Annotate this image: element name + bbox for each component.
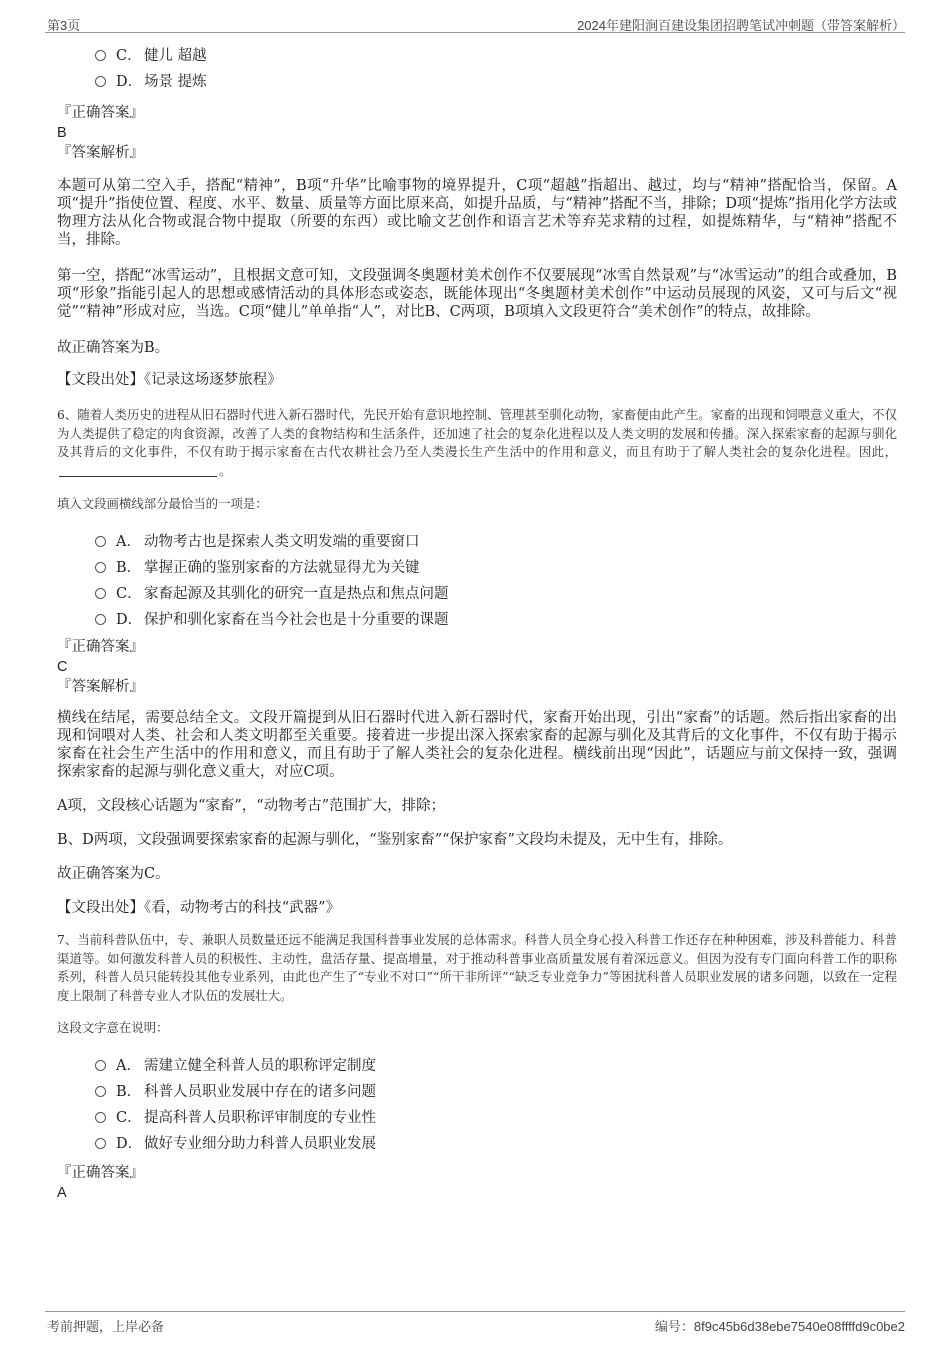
radio-icon[interactable] [95, 1112, 106, 1123]
analysis-conclusion: 故正确答案为B。 [57, 340, 170, 356]
radio-icon[interactable] [95, 614, 106, 625]
radio-icon[interactable] [95, 588, 106, 599]
correct-answer: B [57, 125, 67, 141]
correct-answer-label: 『正确答案』 [57, 1165, 144, 1181]
radio-icon[interactable] [95, 1086, 106, 1097]
option-a[interactable]: A． 动物考古也是探索人类文明发端的重要窗口 [95, 529, 897, 555]
fill-blank [59, 463, 217, 477]
source-citation: 【文段出处】《记录这场逐梦旅程》 [57, 372, 282, 388]
question-6-options [95, 529, 897, 633]
correct-answer-label: 『正确答案』 [57, 639, 144, 655]
correct-answer-label: 『正确答案』 [57, 105, 144, 121]
option-d[interactable]: D． 做好专业细分助力科普人员职业发展 [95, 1131, 897, 1157]
option-c[interactable]: C． 健儿 超越 [95, 43, 897, 69]
question-7-text: 7、当前科普队伍中，专、兼职人员数量还远不能满足我国科普事业发展的总体需求。科普人员全身心投入科普工作还存在种种困难，涉及科普能力、科普渠道等。如何激发科普人员的积极性、主动性，盘活存量、提高增量，对于推动科普事业高质量发展有着深远意义。但因为没有专门面向科普工作的职称系列，科普人员只能转投其他专业系列，由此也产生了“专业不对口”“所干非所评”“缺乏专业竞争力”等困扰科普人员职业发展的诸多问题，以致在一定程度上限制了科普专业人才队伍的发展壮大。 [57, 932, 897, 1003]
analysis-paragraph: B、D两项，文段强调要探索家畜的起源与驯化，“鉴别家畜”“保护家畜”文段均未提及，无中生有，排除。 [57, 832, 733, 848]
analysis-paragraph: A项，文段核心话题为“家畜”，“动物考古”范围扩大，排除； [57, 798, 446, 814]
question-7-options [95, 1053, 897, 1157]
option-d[interactable]: D． 保护和驯化家畜在当今社会也是十分重要的课题 [95, 607, 897, 633]
prev-options [95, 43, 897, 95]
question-6-text: 6、随着人类历史的进程从旧石器时代进入新石器时代，先民开始有意识地控制、管理甚至驯化动物，家畜便由此产生。家畜的出现和饲喂意义重大，不仅为人类提供了稳定的肉食资源，改善了人类的食物结构和生活条件，还加速了社会的复杂化进程以及人类文明的发展和传播。深入探索家畜的起源与驯化及其背后的文化事件，不仅有助于揭示家畜在古代农耕社会乃至人类漫长生产生活中的作用和意义，而且有助于了解人类社会的复杂化进程。因此，。 [57, 407, 897, 478]
option-b[interactable]: B． 掌握正确的鉴别家畜的方法就显得尤为关键 [95, 555, 897, 581]
option-c[interactable]: C． 提高科普人员职称评审制度的专业性 [95, 1105, 897, 1131]
question-7-prompt: 这段文字意在说明： [57, 1020, 169, 1035]
correct-answer: C [57, 659, 68, 675]
radio-icon[interactable] [95, 562, 106, 573]
source-citation: 【文段出处】《看，动物考古的科技“武器”》 [57, 900, 341, 916]
document-id: 编号：8f9c45b6d38ebe7540e08ffffd9c0be2 [654, 1319, 905, 1334]
radio-icon[interactable] [95, 50, 106, 61]
analysis-conclusion: 故正确答案为C。 [57, 866, 170, 882]
page-number: 第3页 [47, 18, 81, 33]
page-footer [45, 1311, 905, 1336]
document-body [57, 40, 897, 1203]
analysis-paragraph: 横线在结尾，需要总结全文。文段开篇提到从旧石器时代进入新石器时代，家畜开始出现，引出“家畜”的话题。然后指出家畜的出现和饲喂对人类、社会和人类文明都至关重要。接着进一步提出深入探索家畜的起源与驯化及其背后的文化事件，不仅有助于揭示家畜在社会生产生活中的作用和意义，而且有助于了解人类社会的复杂化进程。横线前出现“因此”，话题应与前文保持一致，强调探索家畜的起源与驯化意义重大，对应C项。 [57, 710, 897, 780]
radio-icon[interactable] [95, 1060, 106, 1071]
option-c[interactable]: C． 家畜起源及其驯化的研究一直是热点和焦点问题 [95, 581, 897, 607]
radio-icon[interactable] [95, 536, 106, 547]
option-a[interactable]: A． 需建立健全科普人员的职称评定制度 [95, 1053, 897, 1079]
analysis-paragraph: 第一空，搭配“冰雪运动”，且根据文意可知，文段强调冬奥题材美术创作不仅要展现“冰雪自然景观”与“冰雪运动”的组合或叠加，B项“形象”指能引起人的思想或感情活动的具体形态或姿态，既能体现出“冬奥题材美术创作”中运动员展现的风姿，又可与后文“视觉”“精神”形成对应，当选。C项“健儿”单单指“人”，对比B、C两项，B项填入文段更符合“美术创作”的特点，故排除。 [57, 268, 897, 320]
footer-slogan: 考前押题，上岸必备 [47, 1319, 165, 1334]
option-b[interactable]: B． 科普人员职业发展中存在的诸多问题 [95, 1079, 897, 1105]
document-title: 2024年建阳涧百建设集团招聘笔试冲刺题（带答案解析） [577, 18, 905, 33]
radio-icon[interactable] [95, 1138, 106, 1149]
analysis-label: 『答案解析』 [57, 679, 144, 695]
correct-answer: A [57, 1185, 67, 1201]
radio-icon[interactable] [95, 76, 106, 87]
analysis-label: 『答案解析』 [57, 145, 144, 161]
page-header [45, 12, 905, 33]
question-6-prompt: 填入文段画横线部分最恰当的一项是： [57, 496, 268, 511]
analysis-paragraph: 本题可从第二空入手，搭配“精神”，B项“升华”比喻事物的境界提升，C项“超越”指超出、越过，均与“精神”搭配恰当，保留。A项“提升”指使位置、程度、水平、数量、质量等方面比原来高，如提升品质，与“精神”搭配不当，排除；D项“提炼”指用化学方法或物理方法从化合物或混合物中提取（所要的东西）或比喻文艺创作和语言艺术等弃芜求精的过程，如提炼精华，与“精神”搭配不当，排除。 [57, 178, 897, 248]
option-d[interactable]: D． 场景 提炼 [95, 69, 897, 95]
